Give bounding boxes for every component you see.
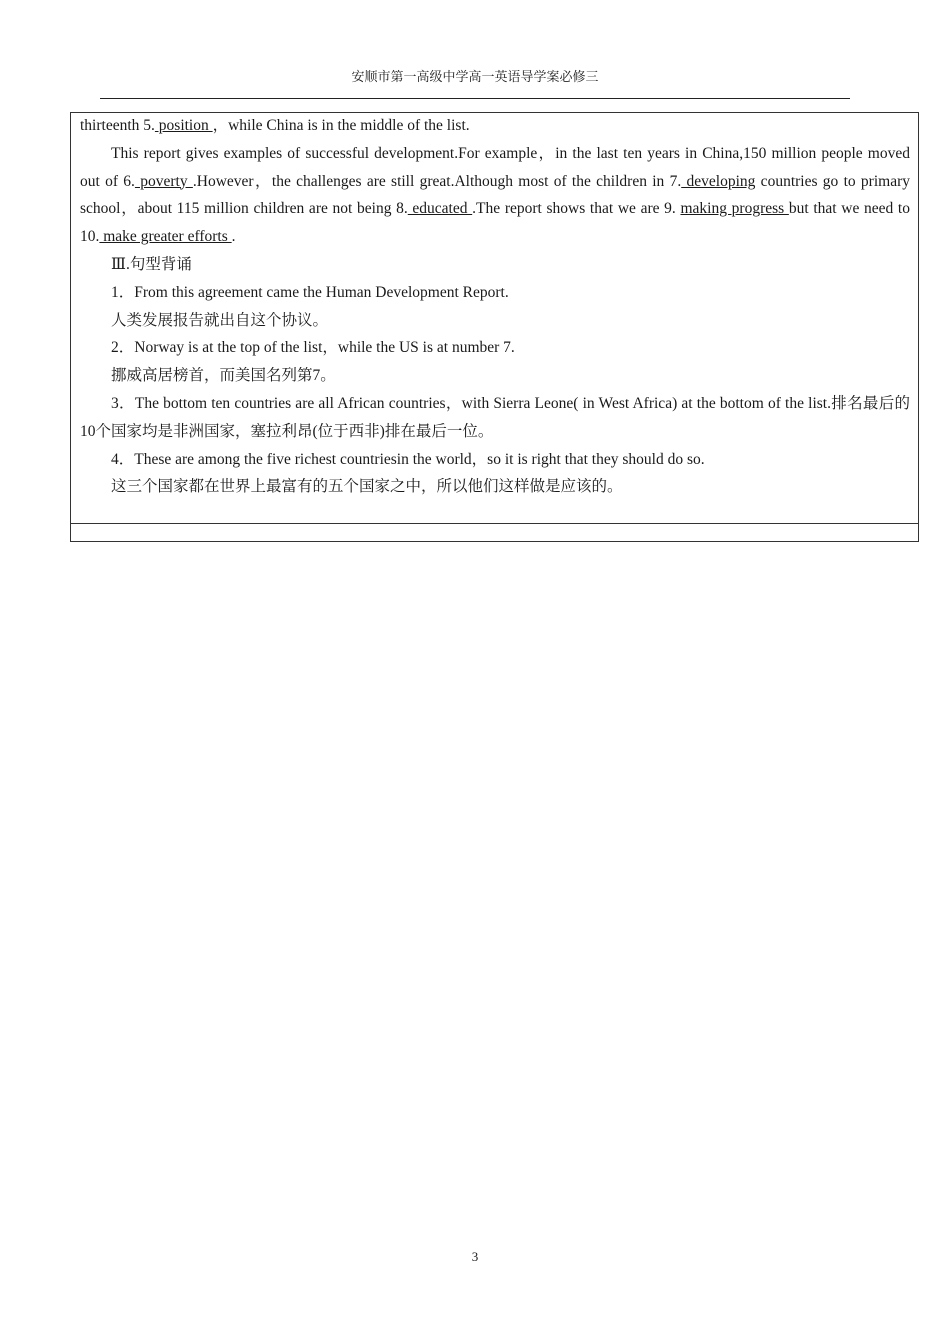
sentence-3-zh: 排名最后的10个国家均是非洲国家，塞拉利昂(位于西非)排在最后一位。 (80, 394, 910, 440)
content-area (80, 112, 910, 501)
passage-text: .However，the challenges are still great.Although most of the children in 7. (192, 172, 682, 190)
sentence-4-en: 4．These are among the five richest countriesin the world，so it is right that they should do so. (111, 450, 705, 468)
header-rule (100, 98, 850, 99)
passage-text: thirteenth 5. (80, 117, 155, 134)
answer-blank-9: making progress (680, 200, 789, 218)
sentence-4-zh: 这三个国家都在世界上最富有的五个国家之中，所以他们这样做是应该的。 (111, 478, 623, 496)
passage-text: .The report shows that we are 9. (472, 200, 681, 218)
sentence-2-en: 2．Norway is at the top of the list，while the US is at number 7. (111, 339, 515, 357)
section-title: Ⅲ.句型背诵 (111, 255, 192, 273)
passage-text: This report gives examples of successful development.For example，in the last ten years in China,150 million people moved out of 6. (80, 144, 910, 190)
page-number: 3 (471, 1249, 479, 1264)
passage-text: ，while China is in the middle of the list. (212, 117, 470, 134)
passage-text: countries go to primary school，about 115 million children are not being 8. (80, 172, 910, 218)
answer-blank-5: position (154, 117, 213, 134)
passage-line-1 (80, 112, 910, 140)
answer-blank-8: educated (407, 200, 473, 218)
answer-blank-10: make greater efforts (99, 228, 232, 246)
sentence-1-en: 1．From this agreement came the Human Development Report. (111, 283, 509, 301)
sentence-2-zh: 挪威高居榜首，而美国名列第7。 (111, 367, 336, 385)
answer-blank-7: developing (681, 172, 756, 190)
box-divider (70, 523, 919, 524)
sentence-3 (80, 390, 910, 446)
page-header: 安顺市第一高级中学高一英语导学案必修三 (351, 69, 599, 84)
passage-paragraph (80, 140, 910, 251)
answer-blank-6: poverty (134, 172, 193, 190)
passage-text: but that we need to 10. (80, 200, 910, 246)
passage-text: . (231, 228, 236, 246)
sentence-1-zh: 人类发展报告就出自这个协议。 (111, 311, 329, 329)
sentence-3-en: 3．The bottom ten countries are all African countries，with Sierra Leone( in West Africa) at the bottom of the list. (111, 394, 831, 412)
